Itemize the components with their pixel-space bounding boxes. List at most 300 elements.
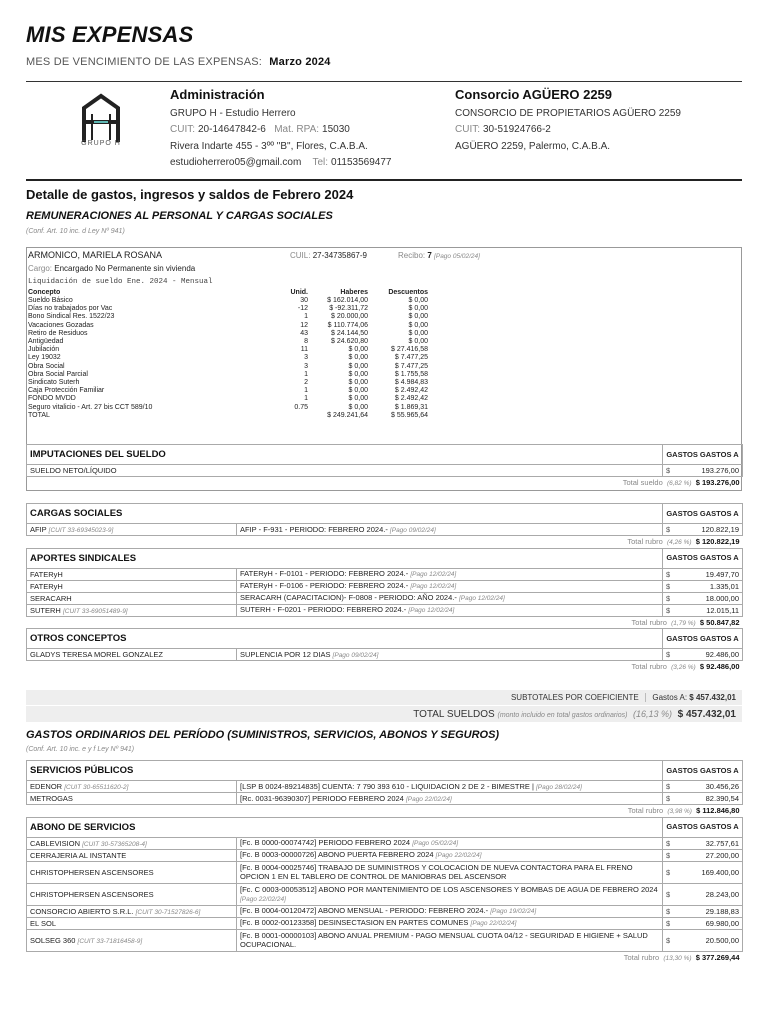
total-rubro-row bbox=[27, 661, 743, 673]
proveedor-cuit: [CUIT 33-69345023-9] bbox=[48, 527, 114, 534]
gastos-ordinarios-title: GASTOS ORDINARIOS DEL PERÍODO (SUMINISTROS, SERVICIOS, ABONOS Y SEGUROS) bbox=[26, 729, 500, 741]
table-row bbox=[27, 837, 743, 849]
liquidacion-concepto: FONDO MVDD bbox=[28, 395, 76, 403]
descripcion-cell bbox=[237, 861, 663, 883]
descripcion-cell bbox=[237, 849, 663, 861]
liquidacion-row bbox=[28, 330, 428, 338]
liquidacion-row bbox=[28, 338, 428, 346]
row-value: 20.500,00 bbox=[671, 929, 743, 951]
liquidacion-concepto: Retiro de Residuos bbox=[28, 329, 88, 337]
liquidacion-row bbox=[28, 313, 428, 321]
total-pct: (3,26 %) bbox=[671, 664, 696, 672]
col-gastos-a: GASTOS GASTOS A bbox=[663, 629, 743, 649]
liquidacion-unid: 1 bbox=[304, 370, 308, 378]
total-value: $ 377.269,44 bbox=[695, 952, 740, 962]
currency-sign: $ bbox=[663, 929, 671, 951]
descripcion-cell bbox=[237, 524, 663, 536]
proveedor-cuit: [CUIT 33-71816458-9] bbox=[77, 937, 143, 945]
descripcion-cell bbox=[237, 592, 663, 604]
proveedor-cell bbox=[27, 781, 237, 793]
total-label: Total sueldo bbox=[622, 478, 663, 488]
liquidacion-haberes: $ 20.000,00 bbox=[331, 313, 368, 321]
descripcion-cell bbox=[237, 604, 663, 616]
liquidacion-haberes: $ 0,00 bbox=[348, 387, 368, 395]
liquidacion-concepto: Jubilación bbox=[28, 346, 60, 354]
admin-address: Rivera Indarte 455 - 3ºº "B", Flores, C.A.B.A. bbox=[170, 140, 368, 152]
table-row bbox=[27, 580, 743, 592]
imputaciones-title-text: IMPUTACIONES DEL SUELDO bbox=[30, 449, 166, 460]
proveedor-name: SUTERH bbox=[30, 605, 61, 615]
liquidacion-descuentos: $ 2.492,42 bbox=[394, 387, 428, 395]
total-pct: (1,79 %) bbox=[671, 619, 696, 627]
section-otros bbox=[26, 628, 743, 673]
admin-rpa: 15030 bbox=[322, 124, 350, 135]
currency-sign: $ bbox=[663, 580, 671, 592]
administracion-block bbox=[170, 87, 391, 172]
currency-sign: $ bbox=[663, 883, 671, 905]
proveedor-cell bbox=[27, 604, 237, 616]
liquidacion-concepto: Ley 19032 bbox=[28, 354, 61, 362]
liquidacion-unid: 3 bbox=[304, 362, 308, 370]
proveedor-name: CONSORCIO ABIERTO S.R.L. bbox=[30, 906, 134, 916]
proveedor-name: CABLEVISION bbox=[30, 838, 81, 848]
consorcio-heading: Consorcio AGÜERO 2259 bbox=[455, 87, 613, 102]
remuneraciones-title: REMUNERACIONES AL PERSONAL Y CARGAS SOCIALES bbox=[26, 210, 333, 222]
proveedor-name: CHRISTOPHERSEN ASCENSORES bbox=[30, 889, 154, 899]
liquidacion-haberes: $ 162.014,00 bbox=[327, 297, 368, 304]
cuil-value: 27-34735867-9 bbox=[312, 251, 367, 260]
employee-cargo bbox=[28, 264, 195, 273]
total-sueldo-row bbox=[27, 477, 743, 489]
liquidacion-row bbox=[28, 322, 428, 330]
admin-tel: 01153569477 bbox=[331, 157, 392, 168]
liquidacion-concepto: Vacaciones Gozadas bbox=[28, 321, 94, 329]
liquidacion-haberes: $ 0,00 bbox=[348, 362, 368, 370]
pago-date: [Pago 09/02/24] bbox=[332, 651, 379, 659]
pago-date: [Pago 19/02/24] bbox=[490, 908, 537, 915]
cuil-label: CUIL: bbox=[290, 251, 311, 260]
liquidacion-descuentos: $ 7.477,25 bbox=[394, 362, 428, 370]
liquidacion-row bbox=[28, 379, 428, 387]
pago-date: [Pago 12/02/24] bbox=[410, 571, 457, 578]
liquidacion-descuentos: $ 0,00 bbox=[408, 338, 428, 346]
currency-sign: $ bbox=[663, 837, 671, 849]
pago-date: [Pago 09/02/24] bbox=[389, 526, 436, 534]
table-row bbox=[27, 929, 743, 951]
liquidacion-concepto: Sueldo Básico bbox=[28, 297, 73, 304]
liquidacion-unid: 1 bbox=[304, 395, 308, 403]
liquidacion-descuentos: $ 0,00 bbox=[408, 297, 428, 304]
liquidacion-concepto: Caja Protección Familiar bbox=[28, 387, 105, 395]
consorcio-cuit-label: CUIT: bbox=[455, 124, 480, 135]
section-title bbox=[27, 629, 663, 649]
proveedor-name: CHRISTOPHERSEN ASCENSORES bbox=[30, 867, 154, 877]
liquidacion-row bbox=[28, 412, 428, 420]
liquidacion-unid: 0.75 bbox=[294, 403, 308, 411]
total-sueldos-label: TOTAL SUELDOS bbox=[413, 709, 495, 720]
proveedor-name: AFIP bbox=[30, 525, 47, 534]
consorcio-address: AGÜERO 2259, Palermo, C.A.B.A. bbox=[455, 140, 611, 152]
detalle-title: Detalle de gastos, ingresos y saldos de Febrero 2024 bbox=[26, 187, 354, 202]
proveedor-cell bbox=[27, 883, 237, 905]
descripcion: AFIP - F-931 - PERIODO: FEBRERO 2024.- bbox=[240, 524, 388, 534]
liquidacion-unid: 2 bbox=[304, 379, 308, 387]
total-sueldos-note: (monto incluido en total gastos ordinarios) bbox=[497, 712, 628, 719]
admin-name: GRUPO H - Estudio Herrero bbox=[170, 107, 296, 119]
section-title-text: OTROS CONCEPTOS bbox=[30, 633, 127, 644]
proveedor-name: SOLSEG 360 bbox=[30, 935, 76, 945]
total-value: $ 50.847,82 bbox=[699, 617, 740, 627]
liquidacion-table bbox=[28, 289, 428, 420]
liquidacion-descuentos: $ 55.965,64 bbox=[391, 411, 428, 419]
row-value: 19.497,70 bbox=[671, 568, 743, 580]
imputaciones-title bbox=[27, 445, 663, 465]
subtotales-gastos-value: $ 457.432,01 bbox=[689, 693, 736, 702]
table-row bbox=[27, 905, 743, 917]
admin-cuit-label: CUIT: bbox=[170, 124, 195, 135]
liquidacion-concepto: Antigüedad bbox=[28, 338, 64, 346]
row-value: 18.000,00 bbox=[671, 592, 743, 604]
liquidacion-haberes: $ 0,00 bbox=[348, 346, 368, 354]
liquidacion-unid: 12 bbox=[300, 321, 308, 329]
total-pct: (4,26 %) bbox=[666, 539, 692, 547]
admin-heading: Administración bbox=[170, 87, 265, 102]
page-title: MIS EXPENSAS bbox=[26, 22, 194, 47]
total-sueldos-pct: (16,13 %) bbox=[633, 709, 673, 719]
descripcion-cell bbox=[237, 883, 663, 905]
liquidacion-unid: -12 bbox=[297, 305, 308, 313]
consorcio-name: CONSORCIO DE PROPIETARIOS AGÜERO 2259 bbox=[455, 107, 681, 119]
subtotales-label: SUBTOTALES POR COEFICIENTE bbox=[510, 693, 639, 702]
pago-date: [Pago 05/02/24] bbox=[412, 840, 459, 847]
liquidacion-descuentos: $ 2.492,42 bbox=[394, 395, 428, 403]
admin-email[interactable]: estudioherrero05@gmail.com bbox=[170, 157, 302, 168]
descripcion-cell bbox=[237, 929, 663, 951]
employee-recibo bbox=[398, 251, 480, 260]
currency-sign: $ bbox=[663, 604, 671, 616]
col-gastos-a: GASTOS GASTOS A bbox=[663, 761, 743, 781]
row-value: 28.243,00 bbox=[671, 883, 743, 905]
vencimiento bbox=[26, 56, 331, 68]
descripcion-cell bbox=[237, 793, 663, 805]
proveedor-cell bbox=[27, 592, 237, 604]
proveedor-cuit: [CUIT 30-57365208-4] bbox=[82, 840, 147, 848]
section-title-text: CARGAS SOCIALES bbox=[30, 508, 123, 519]
descripcion: [Fc. B 0000-00074742] PERIODO FEBRERO 2024 bbox=[240, 838, 411, 847]
consorcio-cuit: 30-51924766-2 bbox=[483, 124, 551, 135]
table-row bbox=[27, 604, 743, 616]
row-value: 169.400,00 bbox=[671, 861, 743, 883]
liquidacion-concepto: Obra Social Parcial bbox=[28, 370, 88, 378]
total-label: Total rubro bbox=[623, 952, 660, 962]
currency-sign: $ bbox=[663, 793, 671, 805]
liquidacion-row bbox=[28, 395, 428, 403]
proveedor-cell bbox=[27, 917, 237, 929]
liquidacion-haberes: $ 0,00 bbox=[348, 403, 368, 411]
liquidacion-haberes: $ 0,00 bbox=[348, 354, 368, 362]
liquidacion-descuentos: $ 0,00 bbox=[408, 321, 428, 329]
total-label: Total rubro bbox=[631, 662, 667, 672]
vencimiento-value: Marzo 2024 bbox=[269, 56, 331, 68]
proveedor-cell bbox=[27, 793, 237, 805]
descripcion: SUTERH - F-0201 - PERIODO: FEBRERO 2024.- bbox=[240, 605, 407, 614]
total-rubro-row bbox=[27, 951, 743, 963]
descripcion: [Fc. B 0003-00000726] ABONO PUERTA FEBRERO 2024 bbox=[240, 850, 434, 859]
liquidacion-unid: 8 bbox=[304, 338, 308, 346]
row-value: 30.456,26 bbox=[671, 781, 743, 793]
row-value: 12.015,11 bbox=[671, 604, 743, 616]
logo-text: GRUPO H bbox=[81, 140, 121, 147]
liquidacion-descuentos: $ 7.477,25 bbox=[394, 354, 428, 362]
section-servicios bbox=[26, 760, 743, 817]
liquidacion-unid: 30 bbox=[300, 297, 308, 304]
proveedor-cell bbox=[27, 861, 237, 883]
liquidacion-unid: 1 bbox=[304, 387, 308, 395]
imputaciones-table bbox=[26, 444, 743, 489]
proveedor-name: METROGAS bbox=[30, 794, 73, 803]
row-value: 1.335,01 bbox=[671, 580, 743, 592]
total-rubro-row bbox=[27, 536, 743, 548]
proveedor-name: FATERyH bbox=[30, 569, 63, 579]
liquidacion-unid: 11 bbox=[300, 346, 308, 354]
col-gastos-a: GASTOS GASTOS A bbox=[663, 548, 743, 568]
table-row bbox=[27, 861, 743, 883]
section-abonos bbox=[26, 817, 743, 964]
col-descuentos: Descuentos bbox=[388, 289, 428, 296]
descripcion: SUPLENCIA POR 12 DIAS bbox=[240, 649, 331, 659]
imputacion-row-value: 193.276,00 bbox=[671, 465, 743, 477]
currency-sign: $ bbox=[663, 781, 671, 793]
total-label: Total rubro bbox=[631, 617, 667, 627]
pago-date: [Pago 12/02/24] bbox=[410, 583, 457, 590]
table-row bbox=[27, 917, 743, 929]
liquidacion-descuentos: $ 0,00 bbox=[408, 305, 428, 313]
liquidacion-row bbox=[28, 346, 428, 354]
recibo-value: 7 bbox=[427, 251, 432, 260]
consorcio-block bbox=[455, 87, 681, 155]
proveedor-cell bbox=[27, 524, 237, 536]
section-title-text: APORTES SINDICALES bbox=[30, 552, 137, 564]
liquidacion-descuentos: $ 0,00 bbox=[408, 329, 428, 337]
liquidacion-row bbox=[28, 354, 428, 362]
employee-cuil bbox=[290, 251, 367, 260]
proveedor-cuit: [CUIT 33-69051489-9] bbox=[62, 607, 128, 615]
gastos-ordinarios-note: (Conf. Art. 10 inc. e y f Ley Nº 941) bbox=[26, 746, 135, 753]
consorcio-cuit-row bbox=[455, 122, 681, 139]
currency-sign: $ bbox=[663, 568, 671, 580]
proveedor-name: FATERyH bbox=[30, 581, 63, 591]
total-pct: (13,30 %) bbox=[663, 954, 692, 962]
row-value: 92.486,00 bbox=[671, 649, 743, 661]
total-label: Total rubro bbox=[627, 806, 664, 816]
pago-date: [Pago 22/02/24] bbox=[240, 895, 286, 903]
admin-cuit: 20-14647842-6 bbox=[198, 124, 266, 135]
section-cargas bbox=[26, 503, 743, 548]
liquidacion-haberes: $ 110.774,06 bbox=[327, 321, 368, 329]
proveedor-name: CERRAJERIA AL INSTANTE bbox=[30, 850, 127, 860]
total-sueldos-bar bbox=[26, 706, 742, 722]
currency-sign: $ bbox=[663, 917, 671, 929]
proveedor-cuit: [CUIT 30-71527826-6] bbox=[135, 908, 201, 916]
proveedor-cell bbox=[27, 568, 237, 580]
pago-date: [Pago 12/02/24] bbox=[458, 595, 505, 602]
currency-sign: $ bbox=[663, 861, 671, 883]
table-row bbox=[27, 781, 743, 793]
liquidacion-descuentos: $ 27.416,58 bbox=[391, 346, 428, 354]
descripcion: [Fc. C 0003-00053512] ABONO POR MANTENIMIENTO DE LOS ASCENSORES Y BOMBAS DE AGUA DE FEBRERO 2024 bbox=[240, 884, 658, 894]
total-value: $ 112.846,80 bbox=[696, 806, 740, 816]
col-concepto: Concepto bbox=[28, 289, 61, 296]
total-value: $ 120.822,19 bbox=[695, 537, 740, 547]
proveedor-name: SERACARH bbox=[30, 593, 72, 603]
cargo-value: Encargado No Permanente sin vivienda bbox=[54, 264, 196, 273]
section-title bbox=[27, 548, 663, 568]
descripcion-cell bbox=[237, 837, 663, 849]
liquidacion-row bbox=[28, 297, 428, 305]
pago-date: [Pago 28/02/24] bbox=[536, 783, 582, 791]
section-aportes bbox=[26, 548, 743, 629]
total-rubro-row bbox=[27, 805, 743, 817]
descripcion: FATERyH - F-0101 - PERIODO: FEBRERO 2024.- bbox=[240, 569, 409, 578]
total-rubro-row bbox=[27, 616, 743, 628]
pago-date: [Pago 22/02/24] bbox=[405, 795, 452, 803]
descripcion-cell bbox=[237, 781, 663, 793]
col-gastos-a: GASTOS GASTOS A bbox=[663, 445, 743, 465]
cargo-label: Cargo: bbox=[28, 264, 53, 273]
liquidacion-concepto: Seguro vitalicio - Art. 27 bis CCT 589/10 bbox=[28, 403, 153, 411]
liquidacion-unid: 3 bbox=[304, 354, 308, 362]
admin-contact-row bbox=[170, 155, 391, 172]
total-value: $ 193.276,00 bbox=[695, 478, 740, 488]
subtotales-gastos-label: Gastos A: bbox=[645, 693, 687, 702]
row-value: 32.757,61 bbox=[671, 837, 743, 849]
pago-date: [Pago 22/02/24] bbox=[470, 920, 517, 927]
admin-rpa-label: Mat. RPA: bbox=[274, 124, 320, 135]
liquidacion-haberes: $ -92.311,72 bbox=[329, 305, 368, 313]
proveedor-cell bbox=[27, 905, 237, 917]
liquidacion-unid: 1 bbox=[304, 313, 308, 321]
liquidacion-row bbox=[28, 404, 428, 412]
table-row bbox=[27, 592, 743, 604]
descripcion-cell bbox=[237, 568, 663, 580]
admin-tel-label: Tel: bbox=[312, 157, 329, 168]
table-row bbox=[27, 793, 743, 805]
proveedor-cell bbox=[27, 580, 237, 592]
subtotales-bar bbox=[26, 690, 742, 705]
descripcion: FATERyH - F-0106 - PERIODO: FEBRERO 2024.- bbox=[240, 581, 409, 590]
currency-sign: $ bbox=[663, 524, 671, 536]
col-haberes: Haberes bbox=[340, 289, 368, 296]
liquidacion-row bbox=[28, 363, 428, 371]
liquidacion-haberes: $ 0,00 bbox=[348, 379, 368, 387]
admin-cuit-row bbox=[170, 122, 391, 139]
total-pct: (3,98 %) bbox=[667, 808, 692, 816]
section-title-text: SERVICIOS PÚBLICOS bbox=[30, 765, 134, 776]
liquidacion-concepto: Sindicato Suterh bbox=[28, 379, 80, 387]
descripcion-cell bbox=[237, 905, 663, 917]
liquidacion-haberes: $ 24.620,80 bbox=[331, 338, 368, 346]
descripcion: [Fc. B 0002-00123358] DESINSECTASION EN PARTES COMUNES bbox=[240, 918, 469, 927]
liquidacion-haberes: $ 249.241,64 bbox=[327, 411, 368, 419]
currency-sign: $ bbox=[663, 849, 671, 861]
table-row bbox=[27, 568, 743, 580]
section-title bbox=[27, 817, 663, 837]
liquidacion-label: Liquidación de sueldo Ene. 2024 - Mensual bbox=[28, 278, 213, 286]
descripcion-cell bbox=[237, 917, 663, 929]
liquidacion-unid: 43 bbox=[300, 329, 308, 337]
vencimiento-label: MES DE VENCIMIENTO DE LAS EXPENSAS: bbox=[26, 56, 263, 68]
recibo-label: Recibo: bbox=[398, 251, 426, 260]
divider bbox=[26, 81, 742, 82]
liquidacion-concepto: Obra Social bbox=[28, 362, 65, 370]
row-value: 82.390,54 bbox=[671, 793, 743, 805]
col-gastos-a: GASTOS GASTOS A bbox=[663, 817, 743, 837]
liquidacion-concepto: Bono Sindical Res. 1522/23 bbox=[28, 313, 115, 321]
liquidacion-row bbox=[28, 387, 428, 395]
recibo-pago: [Pago 05/02/24] bbox=[434, 253, 480, 260]
table-row bbox=[27, 649, 743, 661]
liquidacion-descuentos: $ 4.984,83 bbox=[394, 379, 428, 387]
liquidacion-descuentos: $ 0,00 bbox=[408, 313, 428, 321]
row-value: 27.200,00 bbox=[671, 849, 743, 861]
table-row bbox=[27, 524, 743, 536]
pago-date: [Pago 12/02/24] bbox=[408, 607, 455, 614]
divider bbox=[26, 179, 742, 181]
liquidacion-concepto: TOTAL bbox=[28, 411, 50, 419]
liquidacion-descuentos: $ 1.755,58 bbox=[394, 370, 428, 378]
currency-sign: $ bbox=[663, 592, 671, 604]
liquidacion-haberes: $ 0,00 bbox=[348, 370, 368, 378]
liquidacion-header bbox=[28, 289, 428, 297]
col-unid: Unid. bbox=[290, 289, 308, 296]
proveedor-cell bbox=[27, 849, 237, 861]
employee-name: ARMONICO, MARIELA ROSANA bbox=[28, 250, 163, 260]
gastos-ordinarios-sections bbox=[26, 760, 743, 963]
descripcion: SERACARH (CAPACITACION)- F-0808 - PERIODO: AÑO 2024.- bbox=[240, 593, 457, 602]
descripcion: [Rc. 0031-96390307] PERIODO FEBRERO 2024 bbox=[240, 793, 404, 803]
total-label: Total rubro bbox=[627, 537, 663, 547]
proveedor-cell bbox=[27, 649, 237, 661]
descripcion: [LSP B 0024-89214835] CUENTA: 7 790 393 610 - LIQUIDACION 2 DE 2 - BIMESTRE | bbox=[240, 781, 534, 791]
section-title-text: ABONO DE SERVICIOS bbox=[30, 821, 136, 833]
pago-date: [Pago 22/02/24] bbox=[435, 852, 482, 859]
proveedor-name: EL SOL bbox=[30, 918, 56, 928]
remuneraciones-note: (Conf. Art. 10 inc. d Ley Nº 941) bbox=[26, 228, 125, 235]
descripcion: [Fc. B 0004-00120472] ABONO MENSUAL - PERIODO: FEBRERO 2024.- bbox=[240, 906, 489, 915]
proveedor-name: GLADYS TERESA MOREL GONZALEZ bbox=[30, 650, 163, 659]
proveedor-cell bbox=[27, 929, 237, 951]
descripcion-cell bbox=[237, 580, 663, 592]
currency-sign: $ bbox=[663, 649, 671, 661]
table-row bbox=[27, 883, 743, 905]
proveedor-cell bbox=[27, 837, 237, 849]
imputacion-row-label: SUELDO NETO/LÍQUIDO bbox=[27, 465, 663, 477]
liquidacion-descuentos: $ 1.869,31 bbox=[394, 403, 428, 411]
section-title bbox=[27, 504, 663, 524]
liquidacion-unid bbox=[278, 412, 308, 420]
total-value: $ 92.486,00 bbox=[699, 662, 740, 672]
section-title bbox=[27, 761, 663, 781]
liquidacion-row bbox=[28, 371, 428, 379]
remuneraciones-sections bbox=[26, 503, 743, 673]
total-pct: (6,82 %) bbox=[666, 480, 692, 488]
table-row bbox=[27, 849, 743, 861]
row-value: 120.822,19 bbox=[671, 524, 743, 536]
currency-sign: $ bbox=[663, 905, 671, 917]
proveedor-cuit: [CUIT 30-65511620-2] bbox=[64, 784, 129, 791]
col-gastos-a: GASTOS GASTOS A bbox=[663, 504, 743, 524]
row-value: 69.980,00 bbox=[671, 917, 743, 929]
